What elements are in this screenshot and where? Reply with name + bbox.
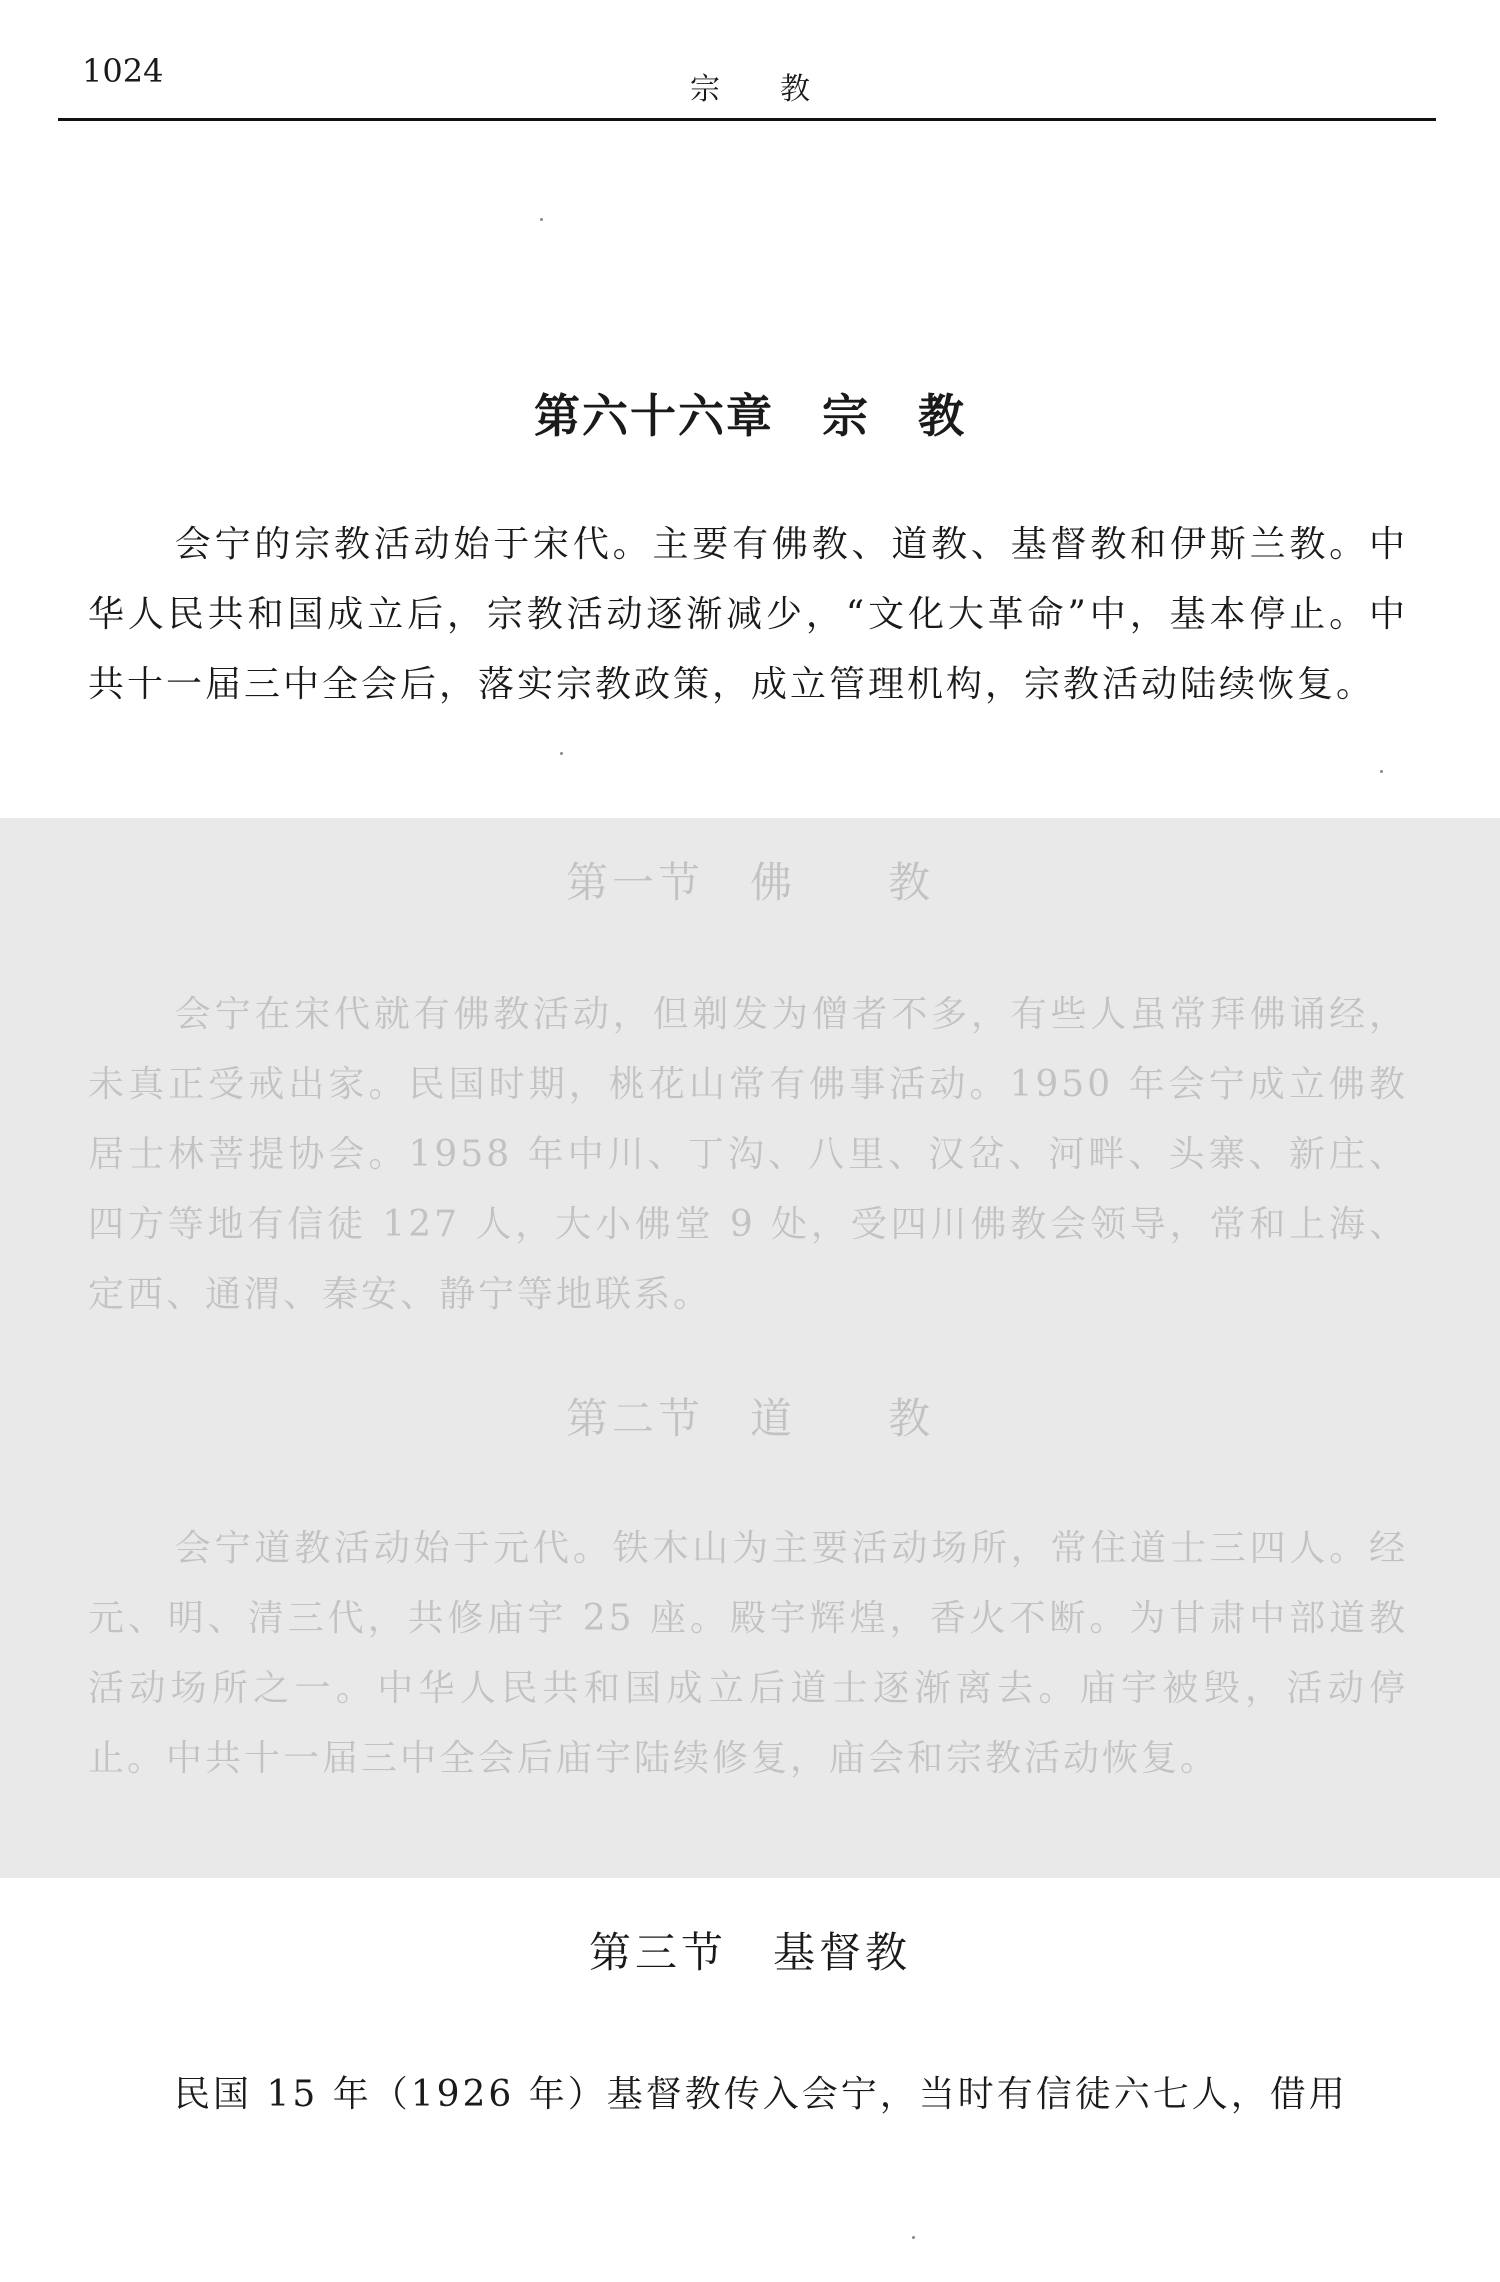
section-text-taoism [88, 1514, 1408, 1794]
section-title-christianity: 第三节 基督教 [588, 1928, 911, 1977]
page-header [0, 0, 1500, 130]
section-text-buddhism [88, 980, 1408, 1330]
chapter-intro-text: 会宁的宗教活动始于宋代。主要有佛教、道教、基督教和伊斯兰教。中华人民共和国成立后，宗教活动逐渐减少，“文化大革命”中，基本停止。中共十一届三中全会后，落实宗教政策，成立管理机构，宗教活动陆续恢复。 [88, 524, 1408, 705]
taoism-paragraph: 会宁道教活动始于元代。铁木山为主要活动场所，常住道士三四人。经元、明、清三代，共修庙宇 25 座。殿宇辉煌，香火不断。为甘肃中部道教活动场所之一。中华人民共和国成立后道士逐渐离去。庙宇被毁，活动停止。中共十一届三中全会后庙宇陆续修复，庙会和宗教活动恢复。 [88, 1528, 1408, 1779]
section-text-christianity [88, 2060, 1408, 2130]
scan-speck [912, 2236, 915, 2239]
header-rule [58, 118, 1436, 121]
buddhism-paragraph: 会宁在宋代就有佛教活动，但剃发为僧者不多，有些人虽常拜佛诵经，未真正受戒出家。民国时期，桃花山常有佛事活动。1950 年会宁成立佛教居士林菩提协会。1958 年中川、丁沟、八里、汉岔、河畔、头寨、新庄、四方等地有信徒 127 人，大小佛堂 9 处，受四川佛教会领导，常和上海、定西、通渭、秦安、静宁等地联系。 [88, 994, 1408, 1315]
running-title: 宗教 [690, 72, 870, 107]
christianity-paragraph: 民国 15 年（1926 年）基督教传入会宁，当时有信徒六七人，借用 [174, 2074, 1348, 2115]
page-number: 1024 [82, 52, 164, 90]
section-title-taoism: 第二节 道 教 [565, 1394, 934, 1443]
scan-speck [560, 752, 563, 755]
scan-speck [1380, 770, 1383, 773]
section-title-buddhism: 第一节 佛 教 [565, 858, 934, 907]
faded-sections [0, 818, 1500, 1878]
scan-speck [540, 218, 543, 221]
chapter-intro [88, 510, 1408, 720]
chapter-title: 第六十六章 宗 教 [534, 389, 966, 443]
